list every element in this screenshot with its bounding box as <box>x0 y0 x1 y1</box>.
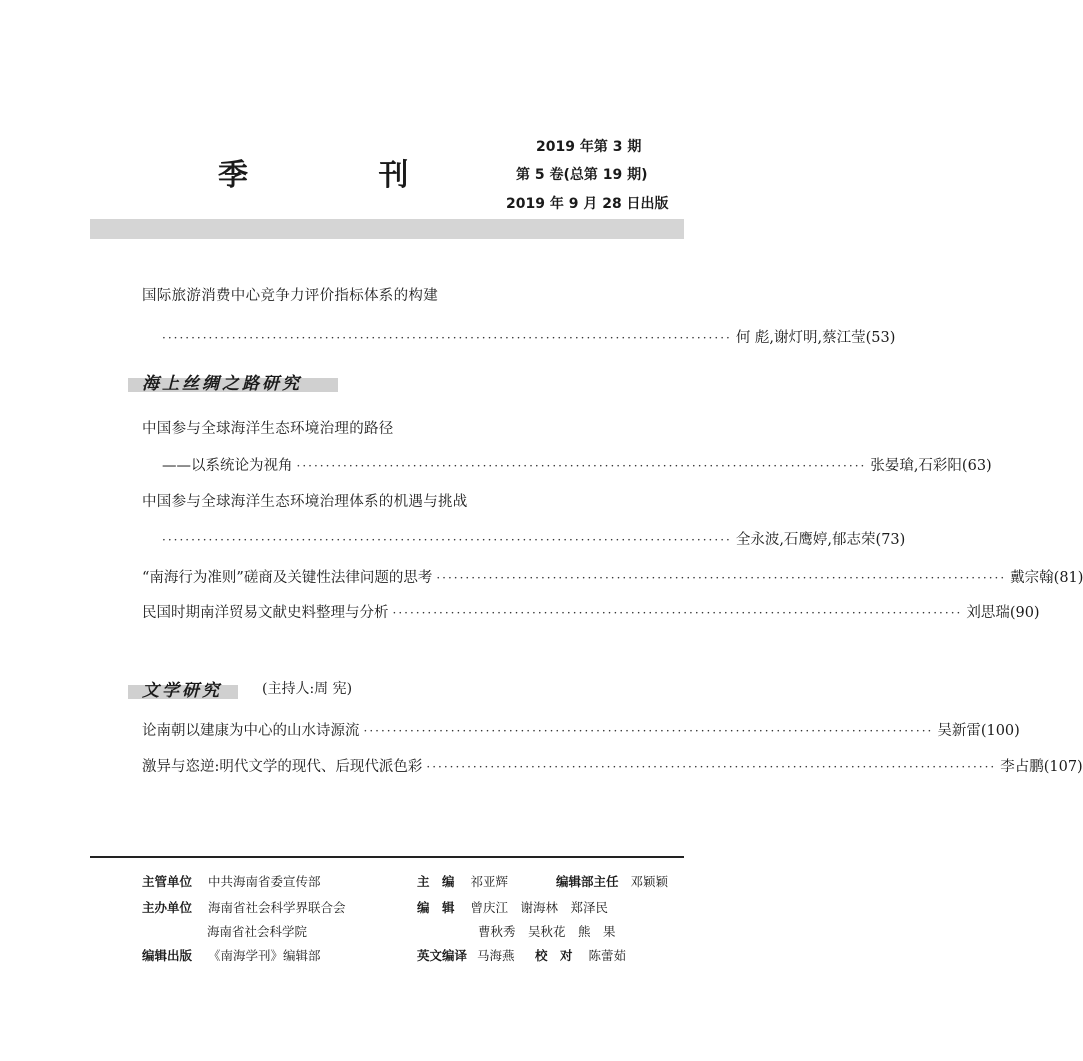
label: 编辑出版 <box>142 948 193 963</box>
value: 中共海南省委宣传部 <box>208 874 321 889</box>
label: 主 编 <box>417 874 455 889</box>
article-authors: 吴新雷(100) <box>937 723 1020 739</box>
colophon-sponsor-2: 海南省社会科学院 <box>207 924 308 939</box>
article-title[interactable]: “南海行为准则”磋商及关键性法律问题的思考 <box>142 570 433 586</box>
issue-number: 2019 年第 3 期 <box>536 139 642 155</box>
article-byline-row <box>162 454 992 475</box>
colophon-english-editor <box>417 946 515 964</box>
volume-number: 第 5 卷(总第 19 期) <box>516 167 648 183</box>
label: 编 辑 <box>417 900 455 915</box>
value: 海南省社会科学界联合会 <box>208 900 346 915</box>
article-title[interactable]: 中国参与全球海洋生态环境治理的路径 <box>142 421 394 437</box>
dot-leader: ·································································································· <box>436 571 1007 585</box>
publication-date: 2019 年 9 月 28 日出版 <box>506 196 669 212</box>
dot-leader: ·································································································· <box>162 331 732 345</box>
journal-frequency-title: 季 刊 <box>218 158 469 193</box>
dot-leader: ·································································································· <box>392 606 963 620</box>
value: 陈蕾茹 <box>588 948 627 963</box>
dot-leader: ·································································································· <box>363 724 934 738</box>
article-byline-row <box>162 326 896 347</box>
colophon-publisher <box>142 946 321 964</box>
article-row[interactable] <box>142 601 1040 622</box>
article-authors: 何 彪,谢灯明,蔡江莹(53) <box>735 330 896 346</box>
article-authors: 戴宗翰(81) <box>1010 570 1083 586</box>
colophon-office-director <box>556 872 668 890</box>
dot-leader: ·································································································· <box>162 533 732 547</box>
value: 邓颖颖 <box>630 874 669 889</box>
label: 主管单位 <box>142 874 193 889</box>
colophon-editors <box>417 898 608 916</box>
colophon-editors-2: 曹秋秀 吴秋花 熊 果 <box>478 924 616 939</box>
colophon-chief-editor <box>417 872 508 890</box>
value: 马海燕 <box>477 948 515 963</box>
label: 主办单位 <box>142 900 193 915</box>
section-title: 海上丝绸之路研究 <box>142 373 302 394</box>
article-authors: 全永波,石鹰婷,郁志荣(73) <box>735 532 906 548</box>
article-title[interactable]: 论南朝以建康为中心的山水诗源流 <box>142 723 360 739</box>
article-row[interactable] <box>142 566 1083 587</box>
article-title[interactable]: 激异与恣逆:明代文学的现代、后现代派色彩 <box>142 759 423 775</box>
article-byline-row <box>162 528 906 549</box>
section-heading <box>128 370 348 392</box>
label: 编辑部主任 <box>556 874 619 889</box>
section-heading <box>128 677 398 699</box>
colophon-sponsor <box>142 898 346 916</box>
article-title[interactable]: 民国时期南洋贸易文献史料整理与分析 <box>142 605 389 621</box>
colophon-divider <box>90 856 684 858</box>
label: 英文编译 <box>417 948 468 963</box>
article-authors: 李占鹏(107) <box>1000 759 1083 775</box>
header-divider-bar <box>90 219 684 239</box>
value: 《南海学刊》编辑部 <box>208 948 321 963</box>
label: 校 对 <box>535 948 573 963</box>
colophon-supervisor <box>142 872 321 890</box>
dot-leader: ·································································································· <box>426 760 997 774</box>
section-title: 文学研究 <box>142 680 222 701</box>
article-title[interactable]: 国际旅游消费中心竞争力评价指标体系的构建 <box>142 288 438 304</box>
article-title[interactable]: 中国参与全球海洋生态环境治理体系的机遇与挑战 <box>142 494 468 510</box>
article-row[interactable] <box>142 719 1020 740</box>
article-authors: 刘思瑞(90) <box>966 605 1040 621</box>
colophon-proofreader <box>535 946 626 964</box>
article-authors: 张晏瑲,石彩阳(63) <box>870 458 992 474</box>
article-subtitle: ——以系统论为视角 <box>162 458 293 474</box>
value: 曾庆江 谢海林 郑泽民 <box>470 900 609 915</box>
dot-leader: ·································································································· <box>296 459 867 473</box>
section-host: (主持人:周 宪) <box>262 681 353 697</box>
value: 祁亚辉 <box>470 874 509 889</box>
article-row[interactable] <box>142 755 1083 776</box>
